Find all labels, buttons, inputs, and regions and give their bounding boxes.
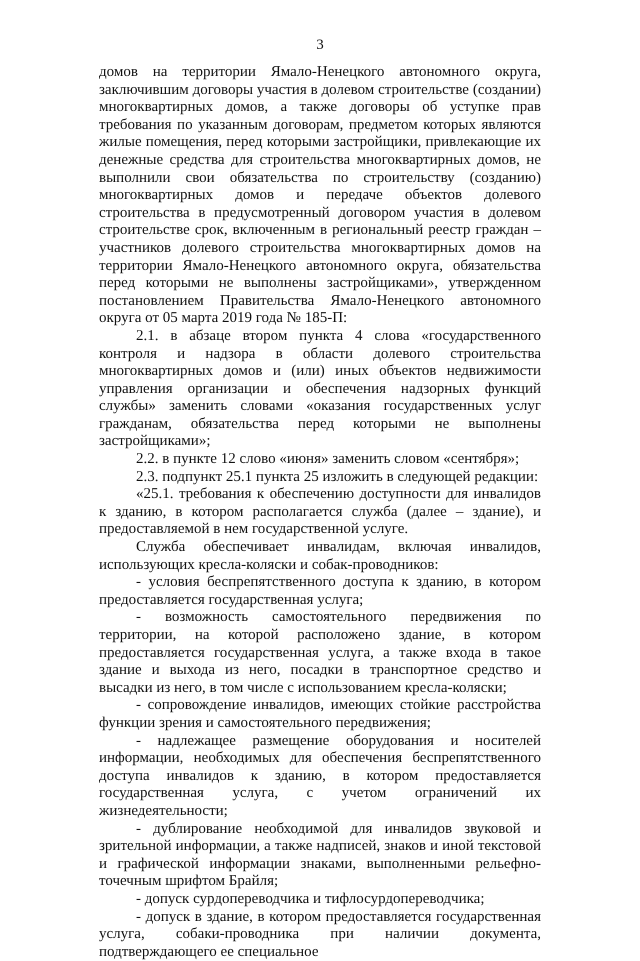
paragraph-service-provides: Служба обеспечивает инвалидам, включая инвалидов, использующих кресла-коляски и собак-проводников:: [99, 539, 541, 574]
paragraph-preamble-continuation: домов на территории Ямало-Ненецкого автономного округа, заключившим договоры участия в долевом строительстве (создании) многоквартирных домов, а также договоры об уступке прав требования по указанным договорам, предметом которых являются жилые помещения, перед которыми застройщики, привлекающие их денежные средства для строительства многоквартирных домов, не выполнили свои обязательства по строительству (созданию) многоквартирных домов и передаче объектов долевого строительства в предусмотренный договором участия в долевом строительстве срок, включенным в региональный реестр граждан – участников долевого строительства многоквартирных домов на территории Ямало-Ненецкого автономного округа, обязательства перед которыми не выполнены застройщиками», утвержденном постановлением Правительства Ямало-Ненецкого автономного округа от 05 марта 2019 года № 185-П:: [99, 64, 541, 328]
paragraph-2-1: 2.1. в абзаце втором пункта 4 слова «государственного контроля и надзора в области долевого строительства многоквартирных домов и (или) иных объектов недвижимости управления организации и обеспечения надзорных функций службы» заменить словами «оказания государственных услуг гражданам, обязательства перед которыми не выполнены застройщиками»;: [99, 328, 541, 451]
paragraph-25-1: «25.1. требования к обеспечению доступности для инвалидов к зданию, в котором располагается служба (далее – здание), и предоставляемой в нем государственной услуге.: [99, 486, 541, 539]
list-item-equipment-placement: - надлежащее размещение оборудования и носителей информации, необходимых для обеспечения беспрепятственного доступа инвалидов к зданию, в котором предоставляется государственная услуга, с учетом ограничений их жизнедеятельности;: [99, 733, 541, 821]
list-item-independent-movement: - возможность самостоятельного передвижения по территории, на которой расположено здание, в котором предоставляется государственная услуга, а также входа в такое здание и выхода из него, посадки в транспортное средство и высадки из него, в том числе с использованием кресла-коляски;: [99, 609, 541, 697]
document-body: [99, 64, 541, 961]
paragraph-2-3: 2.3. подпункт 25.1 пункта 25 изложить в следующей редакции:: [99, 469, 541, 487]
list-item-information-duplication: - дублирование необходимой для инвалидов звуковой и зрительной информации, а также надписей, знаков и иной текстовой и графической информации знаками, выполненными рельефно-точечным шрифтом Брайля;: [99, 821, 541, 891]
list-item-escort: - сопровождение инвалидов, имеющих стойкие расстройства функции зрения и самостоятельного передвижения;: [99, 697, 541, 732]
paragraph-2-2: 2.2. в пункте 12 слово «июня» заменить словом «сентября»;: [99, 451, 541, 469]
list-item-sign-interpreter: - допуск сурдопереводчика и тифлосурдопереводчика;: [99, 891, 541, 909]
page-number: 3: [0, 36, 640, 54]
list-item-access-conditions: - условия беспрепятственного доступа к зданию, в котором предоставляется государственная услуга;: [99, 574, 541, 609]
list-item-guide-dog: - допуск в здание, в котором предоставляется государственная услуга, собаки-проводника при наличии документа, подтверждающего ее специальное: [99, 909, 541, 961]
